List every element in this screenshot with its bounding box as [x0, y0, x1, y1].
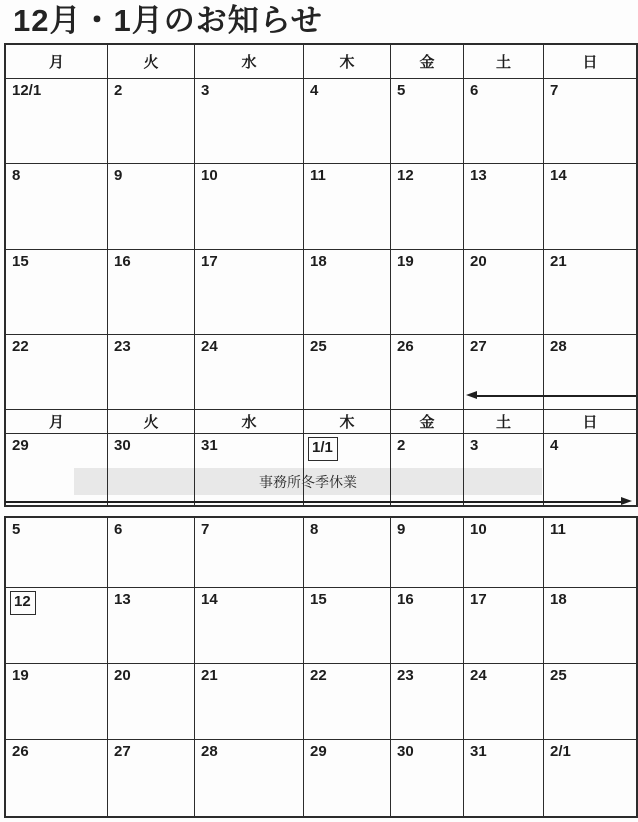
closure-left-arrow-icon	[466, 391, 636, 400]
week-row	[6, 740, 636, 816]
calendar-cell	[544, 79, 636, 164]
calendar-cell	[464, 434, 544, 505]
calendar-grid-december	[4, 43, 638, 507]
calendar-cell	[108, 740, 195, 816]
date-label: 12	[10, 591, 36, 615]
date-label: 11	[550, 521, 566, 538]
weekday-header-cell: 火	[108, 410, 195, 434]
calendar-cell	[304, 518, 391, 588]
date-label: 4	[550, 437, 559, 454]
calendar-cell	[195, 164, 304, 250]
weekday-header-cell: 水	[195, 45, 304, 79]
calendar-cell	[544, 740, 636, 816]
date-label: 7	[550, 82, 559, 99]
date-label: 4	[310, 82, 319, 99]
date-label: 29	[12, 437, 29, 454]
date-label: 18	[550, 591, 567, 608]
week-row	[6, 664, 636, 740]
date-label: 2	[114, 82, 123, 99]
date-label: 13	[470, 167, 487, 184]
calendar-cell	[108, 434, 195, 505]
date-label: 29	[310, 743, 327, 760]
calendar-cell	[464, 664, 544, 740]
calendar-cell	[544, 518, 636, 588]
date-label: 9	[114, 167, 123, 184]
calendar-cell	[391, 250, 464, 335]
calendar-grid-january	[4, 516, 638, 818]
calendar-cell	[544, 250, 636, 335]
date-label: 27	[114, 743, 131, 760]
calendar-cell	[108, 250, 195, 335]
calendar-cell	[464, 79, 544, 164]
calendar-cell	[108, 164, 195, 250]
date-label: 12/1	[12, 82, 42, 99]
date-label: 31	[470, 743, 487, 760]
date-label: 19	[12, 667, 29, 684]
weekday-header-cell: 月	[6, 45, 108, 79]
date-label: 28	[550, 338, 567, 355]
weekday-header-cell: 木	[304, 410, 391, 434]
calendar-cell	[391, 740, 464, 816]
calendar-cell	[304, 664, 391, 740]
date-label: 30	[114, 437, 131, 454]
date-label: 22	[12, 338, 29, 355]
date-label: 10	[201, 167, 218, 184]
calendar-cell	[195, 250, 304, 335]
calendar-cell	[304, 335, 391, 410]
calendar-cell	[6, 164, 108, 250]
date-label: 1/1	[308, 437, 338, 461]
date-label: 3	[470, 437, 479, 454]
date-label: 30	[397, 743, 414, 760]
weekday-header-row	[6, 410, 636, 434]
date-label: 8	[310, 521, 319, 538]
calendar-cell	[6, 434, 108, 505]
date-label: 21	[201, 667, 218, 684]
date-label: 10	[470, 521, 487, 538]
calendar-cell	[391, 164, 464, 250]
calendar-cell	[195, 664, 304, 740]
weekday-header-row	[6, 45, 636, 79]
calendar-cell	[108, 588, 195, 664]
date-label: 25	[310, 338, 327, 355]
date-label: 28	[201, 743, 218, 760]
date-label: 13	[114, 591, 131, 608]
calendar-cell	[6, 588, 108, 664]
date-label: 20	[114, 667, 131, 684]
calendar-cell	[464, 588, 544, 664]
calendar-cell	[464, 164, 544, 250]
calendar-cell	[195, 434, 304, 505]
calendar-cell	[464, 740, 544, 816]
date-label: 23	[114, 338, 131, 355]
calendar-cell	[304, 434, 391, 505]
date-label: 24	[470, 667, 487, 684]
calendar-cell	[304, 79, 391, 164]
date-label: 6	[114, 521, 123, 538]
calendar-cell	[6, 518, 108, 588]
calendar-cell	[544, 588, 636, 664]
date-label: 3	[201, 82, 210, 99]
calendar-cell	[391, 79, 464, 164]
calendar-cell	[195, 740, 304, 816]
arrow-head-right	[621, 497, 632, 505]
date-label: 18	[310, 253, 327, 270]
date-label: 7	[201, 521, 210, 538]
weekday-header-cell: 金	[391, 45, 464, 79]
week-row	[6, 250, 636, 335]
calendar-cell	[544, 664, 636, 740]
calendar-cell	[108, 79, 195, 164]
calendar-cell	[108, 664, 195, 740]
date-label: 24	[201, 338, 218, 355]
calendar-cell	[195, 588, 304, 664]
date-label: 5	[397, 82, 406, 99]
date-label: 8	[12, 167, 21, 184]
date-label: 17	[201, 253, 218, 270]
calendar-cell	[391, 588, 464, 664]
calendar-cell	[108, 518, 195, 588]
date-label: 2/1	[550, 743, 571, 760]
date-label: 20	[470, 253, 487, 270]
date-label: 6	[470, 82, 479, 99]
date-label: 12	[397, 167, 414, 184]
calendar-cell	[6, 250, 108, 335]
calendar-cell	[6, 740, 108, 816]
date-label: 2	[397, 437, 406, 454]
weekday-header-cell: 月	[6, 410, 108, 434]
weekday-header-cell: 日	[544, 410, 636, 434]
date-label: 19	[397, 253, 414, 270]
arrow-shaft	[5, 501, 623, 503]
date-label: 23	[397, 667, 414, 684]
closure-right-arrow-icon	[5, 497, 632, 506]
date-label: 15	[310, 591, 327, 608]
date-label: 26	[397, 338, 414, 355]
weekday-header-cell: 土	[464, 45, 544, 79]
date-label: 5	[12, 521, 21, 538]
calendar-cell	[391, 434, 464, 505]
calendar-cell	[304, 740, 391, 816]
date-label: 14	[550, 167, 567, 184]
week-row	[6, 518, 636, 588]
date-label: 14	[201, 591, 218, 608]
calendar-cell	[464, 250, 544, 335]
calendar-cell	[195, 335, 304, 410]
date-label: 26	[12, 743, 29, 760]
calendar-cell	[544, 434, 636, 505]
date-label: 25	[550, 667, 567, 684]
calendar-cell	[195, 79, 304, 164]
calendar-cell	[391, 518, 464, 588]
date-label: 16	[114, 253, 131, 270]
date-label: 31	[201, 437, 218, 454]
week-row	[6, 164, 636, 250]
calendar-cell	[304, 164, 391, 250]
date-label: 27	[470, 338, 487, 355]
calendar-cell	[544, 164, 636, 250]
arrow-shaft	[474, 395, 636, 397]
calendar-cell	[6, 79, 108, 164]
calendar-cell	[391, 664, 464, 740]
calendar-cell	[391, 335, 464, 410]
date-label: 15	[12, 253, 29, 270]
weekday-header-cell: 土	[464, 410, 544, 434]
date-label: 21	[550, 253, 567, 270]
calendar-cell	[304, 250, 391, 335]
week-row	[6, 588, 636, 664]
date-label: 22	[310, 667, 327, 684]
winter-closure-label: 事務所冬季休業	[259, 473, 357, 490]
date-label: 17	[470, 591, 487, 608]
calendar-cell	[195, 518, 304, 588]
weekday-header-cell: 火	[108, 45, 195, 79]
weekday-header-cell: 金	[391, 410, 464, 434]
weekday-header-cell: 水	[195, 410, 304, 434]
calendar-cell	[108, 335, 195, 410]
calendar-cell	[6, 335, 108, 410]
calendar-cell	[304, 588, 391, 664]
calendar-cell	[6, 664, 108, 740]
week-row	[6, 79, 636, 164]
date-label: 11	[310, 167, 326, 184]
date-label: 16	[397, 591, 414, 608]
weekday-header-cell: 日	[544, 45, 636, 79]
calendar-cell	[464, 518, 544, 588]
date-label: 9	[397, 521, 406, 538]
page-title: 12月・1月のお知らせ	[13, 3, 323, 38]
weekday-header-cell: 木	[304, 45, 391, 79]
week-row	[6, 434, 636, 505]
